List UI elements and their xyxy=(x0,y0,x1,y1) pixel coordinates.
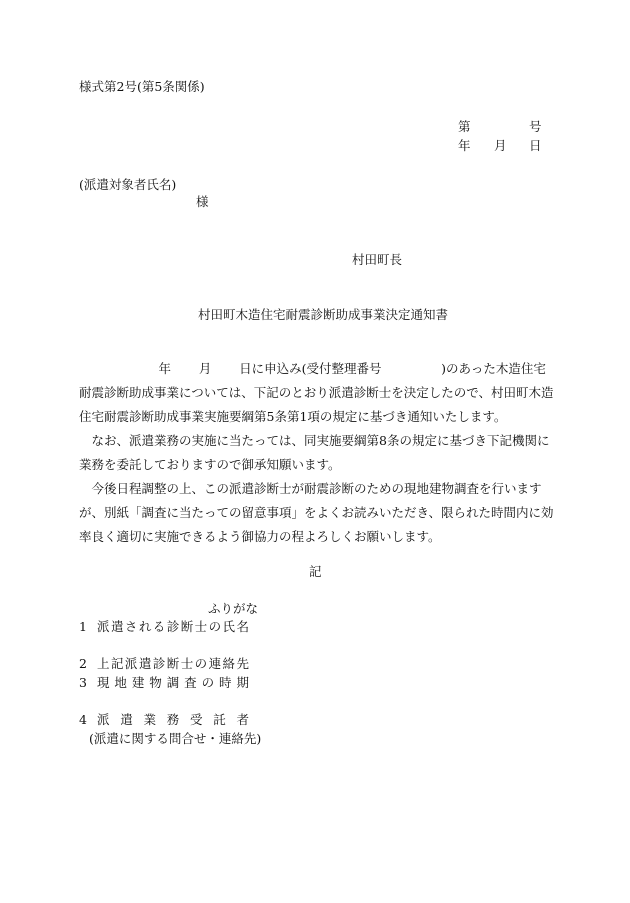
p1-month: 月 xyxy=(198,361,212,376)
doc-number-suffix: 号 xyxy=(529,119,542,134)
p1-year: 年 xyxy=(158,361,171,376)
item-1 xyxy=(79,619,249,635)
item-4-label: 派遣業務受託者 xyxy=(97,712,249,727)
ki-heading: 記 xyxy=(309,564,322,579)
recipient-label: (派遣対象者氏名) xyxy=(79,177,177,192)
furigana-label: ふりがな xyxy=(208,601,259,616)
date-month: 月 xyxy=(494,138,507,153)
item-4-number: 4 xyxy=(79,712,87,727)
item-2-label: 上記派遣診断士の連絡先 xyxy=(97,656,249,671)
item-2-number: 2 xyxy=(79,656,87,671)
doc-number-prefix: 第 xyxy=(458,119,471,134)
paragraph-2: なお、派遣業務の実施に当たっては、同実施要綱第8条の規定に基づき下記機関に業務を委託しておりますので御承知願います。 xyxy=(79,433,550,472)
document-title: 村田町木造住宅耐震診断助成事業決定通知書 xyxy=(198,307,449,322)
item-3-number: 3 xyxy=(79,675,87,690)
sender-name: 村田町長 xyxy=(352,252,403,267)
item-3 xyxy=(79,675,249,691)
item-4 xyxy=(79,712,249,728)
item-2 xyxy=(79,656,249,672)
date-year: 年 xyxy=(458,138,471,153)
paragraph-3: 今後日程調整の上、この派遣診断士が耐震診断のための現地建物調査を行いますが、別紙「調査に当たっての留意事項」をよくお読みいただき、限られた時間内に効率良く適切に実施できるよう御協力の程よろしくお願いします。 xyxy=(79,481,554,544)
item-3-label: 現地建物調査の時期 xyxy=(97,675,249,690)
item-1-label: 派遣される診断士の氏名 xyxy=(97,619,249,634)
body-text xyxy=(79,357,554,549)
date-day: 日 xyxy=(529,138,542,153)
p1-rest: )のあった木造住宅耐震診断助成事業については、下記のとおり派遣診断士を決定したので、村田町木造住宅耐震診断助成事業実施要綱第5条第1項の規定に基づき通知いたします。 xyxy=(79,361,554,424)
form-number: 様式第2号(第5条関係) xyxy=(79,79,205,94)
p1-day-text: 日に申込み(受付整理番号 xyxy=(239,361,382,376)
item-1-number: 1 xyxy=(79,619,87,634)
paragraph-1 xyxy=(79,357,554,429)
item-4-subtitle: (派遣に関する問合せ・連絡先) xyxy=(89,731,262,746)
recipient-honorific: 様 xyxy=(196,194,209,209)
